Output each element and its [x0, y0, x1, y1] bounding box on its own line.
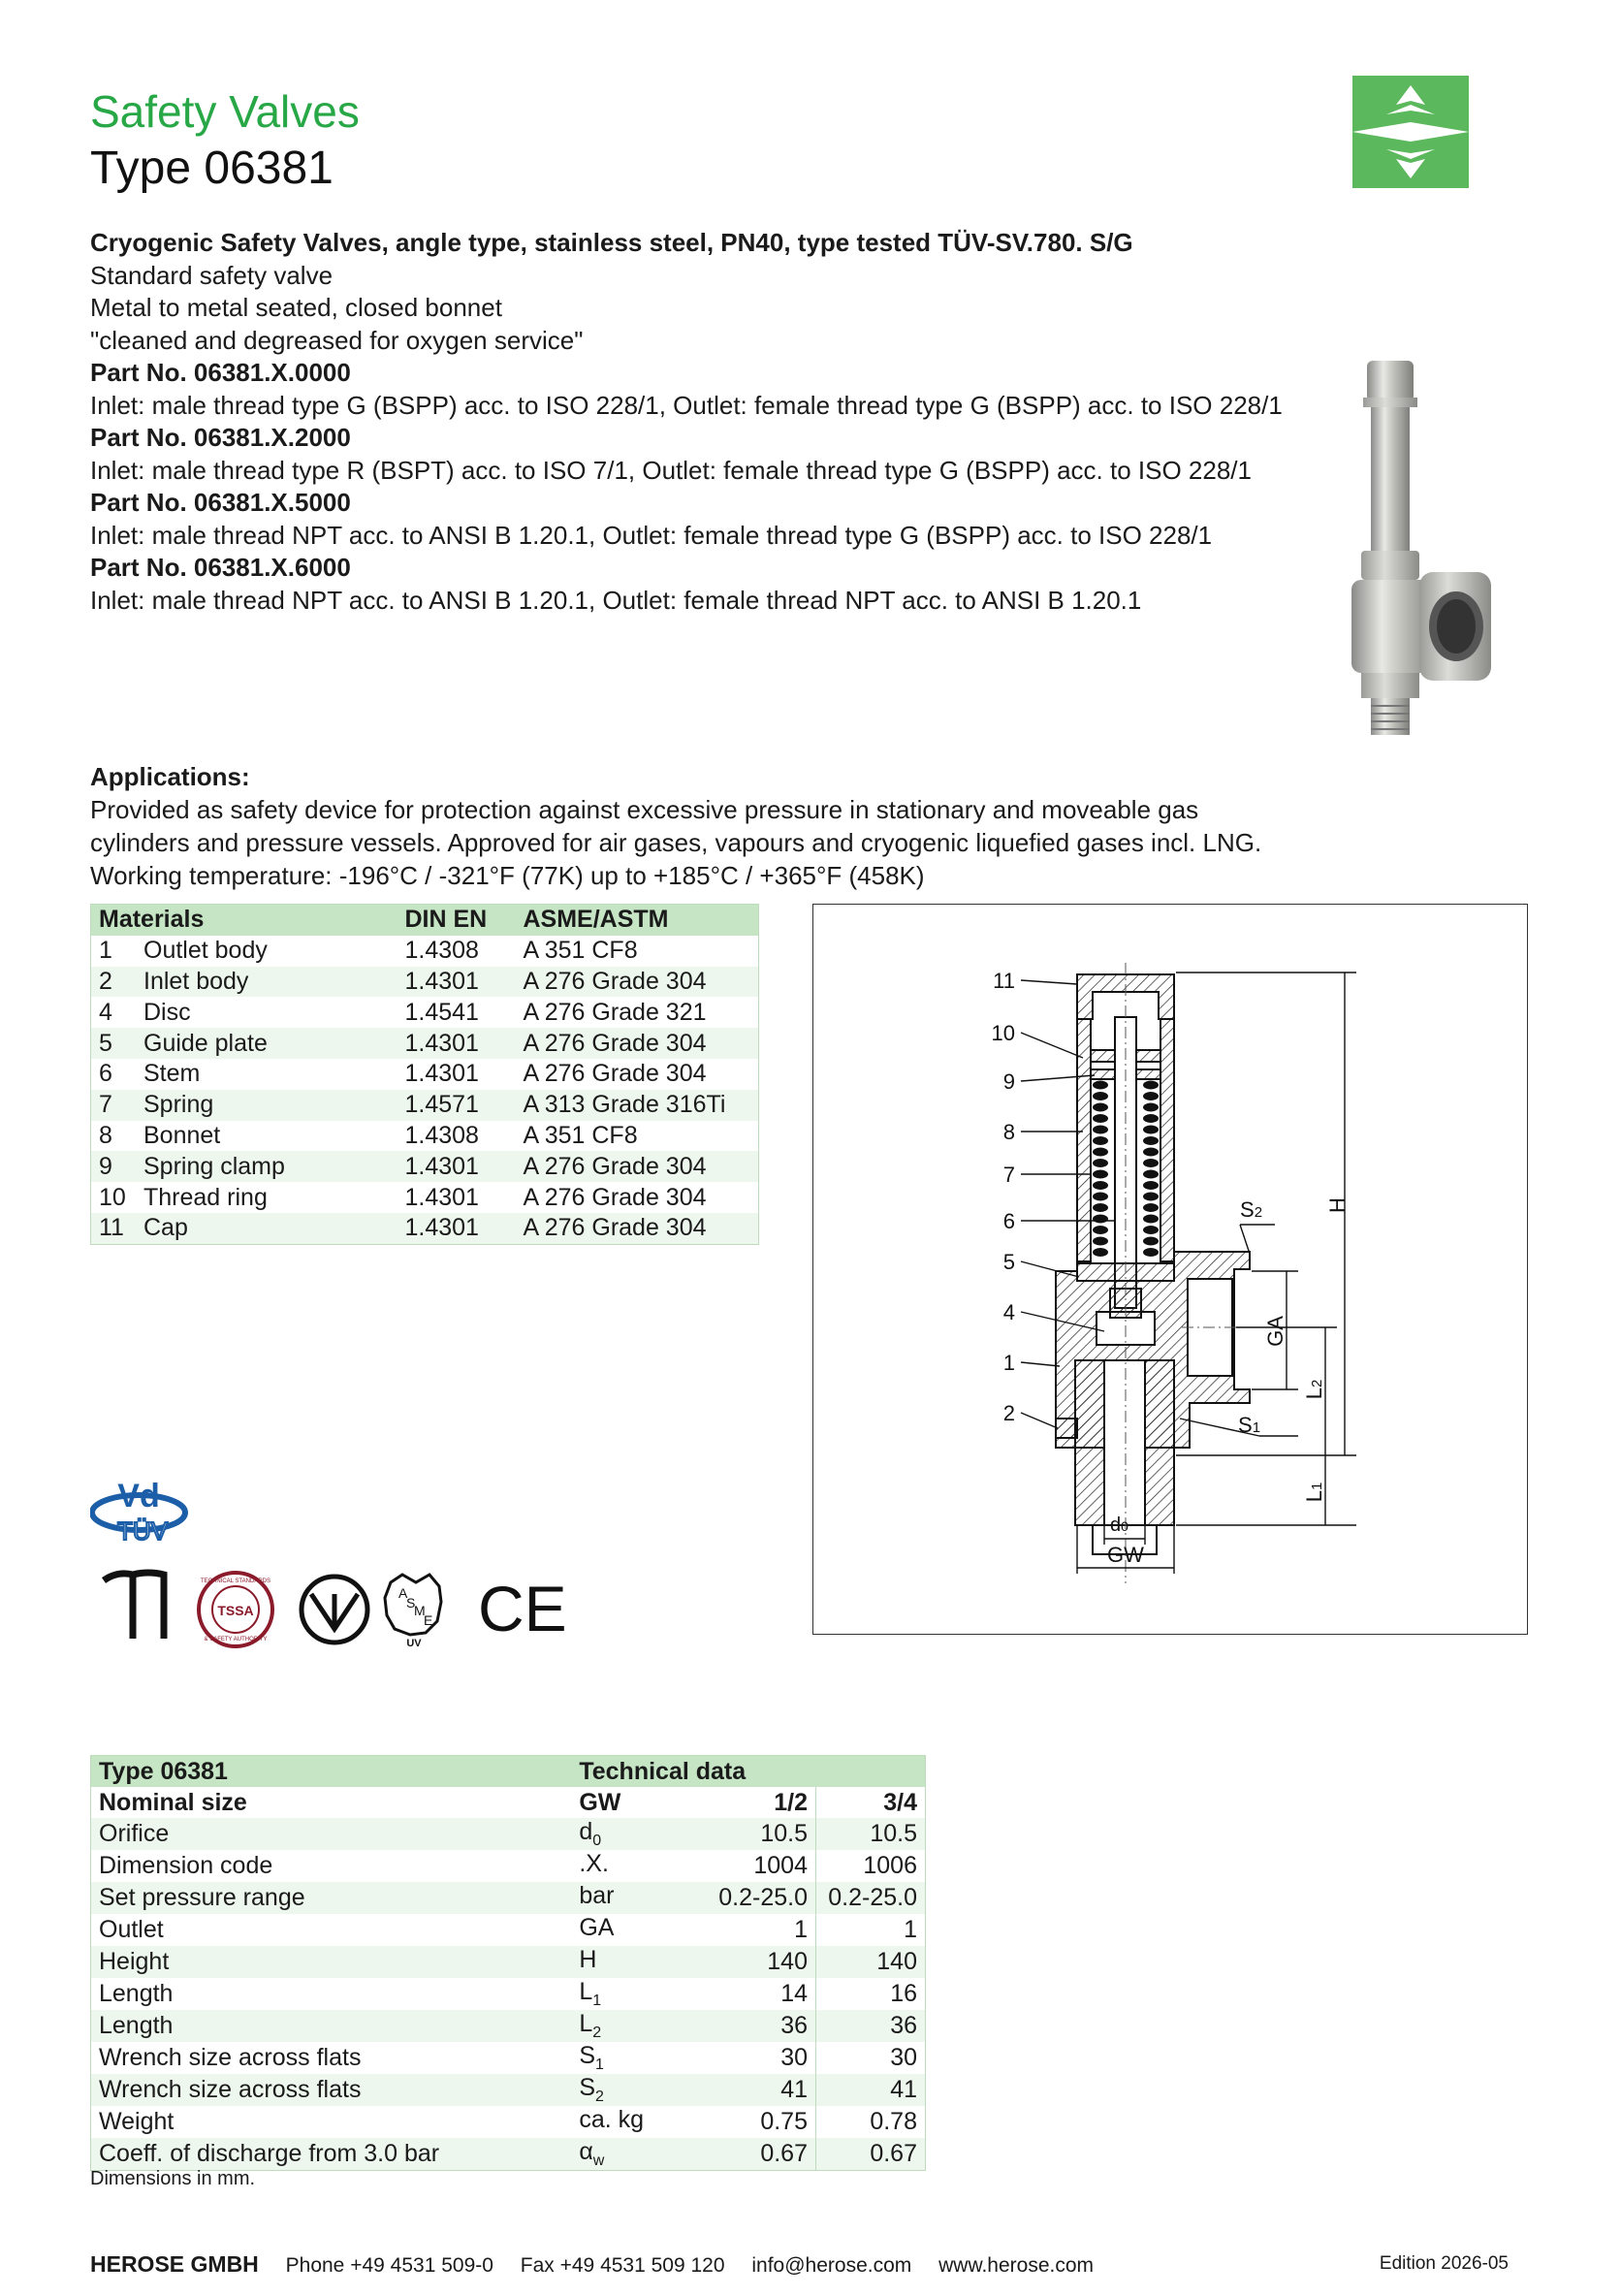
svg-text:E: E	[424, 1612, 433, 1628]
tech-label: Length	[91, 2010, 572, 2042]
material-asme-astm: A 276 Grade 304	[515, 1151, 758, 1182]
callout-7: 7	[1002, 1163, 1015, 1187]
material-item-number: 2	[91, 967, 137, 998]
footer-phone: Phone +49 4531 509-0	[285, 2254, 493, 2277]
tech-symbol: $S_1$	[579, 2042, 604, 2074]
table-header-row	[91, 1756, 926, 1788]
material-asme-astm: A 351 CF8	[523, 1121, 638, 1149]
spring-coil	[1093, 1248, 1108, 1257]
svg-text:& SAFETY AUTHORITY: & SAFETY AUTHORITY	[204, 1637, 268, 1642]
technical-data-header: Technical data	[571, 1756, 925, 1788]
spring-coil	[1143, 1193, 1159, 1201]
materials-table	[90, 904, 759, 1245]
tech-value-3-4: 0.2-25.0	[816, 1882, 926, 1914]
nominal-size-v1: 1/2	[774, 1788, 808, 1816]
tech-value-1-2: 0.67	[683, 2138, 815, 2171]
spring-coil	[1143, 1181, 1159, 1190]
material-asme-astm: A 313 Grade 316Ti	[515, 1090, 758, 1121]
tech-value-1-2: 14	[780, 1980, 808, 2008]
tech-value-3-4: 41	[816, 2074, 926, 2106]
certification-marks	[90, 1474, 594, 1648]
herose-logo-icon	[1352, 76, 1469, 188]
ce-mark-icon: CE	[478, 1573, 567, 1644]
material-item-number: 10	[99, 1183, 126, 1211]
svg-text:Vd: Vd	[117, 1478, 160, 1515]
applications-line: Provided as safety device for protection against excessive pressure in stationary and moveable gas	[90, 795, 1199, 824]
spring-coil	[1093, 1136, 1108, 1145]
material-din-en: 1.4571	[397, 1090, 515, 1121]
spring-coil	[1093, 1193, 1108, 1201]
spring-coil	[1143, 1203, 1159, 1212]
table-row	[91, 1213, 759, 1244]
spring-coil	[1093, 1237, 1108, 1246]
tech-value-3-4: 30	[816, 2042, 926, 2074]
footer	[90, 2251, 1515, 2278]
table-row	[91, 1882, 926, 1914]
material-part-name: Thread ring	[143, 1183, 268, 1211]
callout-10: 10	[991, 1021, 1015, 1045]
table-row	[91, 2074, 926, 2106]
table-row	[91, 2138, 926, 2171]
spring-coil	[1143, 1092, 1159, 1100]
table-header-row	[91, 905, 759, 936]
technical-data-table	[90, 1755, 926, 2171]
tech-value-3-4: 0.78	[816, 2106, 926, 2138]
table-row	[91, 2010, 926, 2042]
page-title: Safety Valves	[90, 86, 360, 137]
spring-coil	[1093, 1114, 1108, 1123]
material-part-name: Guide plate	[136, 1028, 397, 1059]
type-header: Type 06381	[91, 1756, 572, 1788]
material-asme-astm: A 276 Grade 304	[523, 1183, 707, 1211]
tech-value-1-2: 0.2-25.0	[683, 1882, 815, 1914]
callout-8: 8	[1002, 1120, 1015, 1144]
table-row	[91, 936, 759, 967]
material-part-name: Spring	[136, 1090, 397, 1121]
part-number: Part No. 06381.X.2000	[90, 423, 351, 452]
tech-label: Orifice	[91, 1818, 572, 1850]
material-asme-astm: A 276 Grade 304	[515, 1213, 758, 1244]
part-number: Part No. 06381.X.6000	[90, 553, 351, 582]
dim-s2: S2	[1240, 1197, 1263, 1222]
applications-heading: Applications:	[90, 762, 250, 791]
tech-label: Height	[91, 1946, 572, 1978]
table-row	[91, 1850, 926, 1882]
svg-text:UV: UV	[406, 1638, 422, 1648]
intro-heading: Cryogenic Safety Valves, angle type, stainless steel, PN40, type tested TÜV-SV.780. S/G	[90, 228, 1133, 257]
tech-value-1-2: 41	[683, 2074, 815, 2106]
material-item-number: 1	[99, 937, 112, 965]
spring-coil	[1093, 1148, 1108, 1157]
svg-text:A: A	[398, 1585, 408, 1601]
material-din-en: 1.4308	[404, 1121, 479, 1149]
table-row	[91, 2042, 926, 2074]
spring-coil	[1143, 1136, 1159, 1145]
table-row	[91, 997, 759, 1028]
material-asme-astm: A 351 CF8	[523, 937, 638, 965]
spring-coil	[1143, 1114, 1159, 1123]
pi-mark-icon	[104, 1573, 164, 1639]
tech-value-1-2: 0.75	[760, 2108, 808, 2136]
tech-value-3-4: 36	[816, 2010, 926, 2042]
callout-1: 1	[1002, 1351, 1015, 1375]
material-item-number: 7	[91, 1090, 137, 1121]
material-din-en: 1.4301	[397, 1028, 515, 1059]
tech-symbol: $\alpha_w$	[571, 2138, 683, 2171]
svg-text:TÜV: TÜV	[117, 1516, 168, 1546]
footer-company: HEROSE GMBH	[90, 2251, 259, 2277]
applications-section	[90, 760, 1351, 892]
part-number: Part No. 06381.X.5000	[90, 488, 351, 517]
tech-label: Wrench size across flats	[99, 2044, 362, 2072]
tech-symbol: $L_1$	[579, 1978, 602, 2010]
dim-gw: GW	[1107, 1543, 1144, 1567]
tech-label: Set pressure range	[91, 1882, 572, 1914]
footer-fax: Fax +49 4531 509 120	[520, 2254, 725, 2277]
spring-coil	[1143, 1081, 1159, 1090]
tech-symbol: $S_2$	[571, 2074, 683, 2106]
dim-l1: L1	[1302, 1482, 1326, 1503]
material-din-en: 1.4308	[404, 937, 479, 965]
tech-value-3-4: 1006	[816, 1850, 926, 1882]
callout-6: 6	[1002, 1209, 1015, 1233]
material-asme-astm: A 276 Grade 304	[523, 1060, 707, 1088]
material-part-name: Cap	[136, 1213, 397, 1244]
tech-symbol: $L_2$	[571, 2010, 683, 2042]
spring-coil	[1143, 1126, 1159, 1134]
spring-coil	[1143, 1159, 1159, 1167]
material-item-number: 8	[99, 1121, 112, 1149]
material-part-name: Bonnet	[143, 1121, 221, 1149]
table-row	[91, 1978, 926, 2010]
material-item-number: 4	[99, 998, 112, 1026]
tech-label: Weight	[99, 2108, 175, 2136]
tssa-icon	[199, 1573, 272, 1646]
applications-line: cylinders and pressure vessels. Approved for air gases, vapours and cryogenic liquefied gases incl. LNG.	[90, 828, 1262, 857]
table-row	[91, 1818, 926, 1850]
material-din-en: 1.4301	[397, 1151, 515, 1182]
material-item-number: 6	[99, 1060, 112, 1088]
material-asme-astm: A 276 Grade 304	[515, 967, 758, 998]
spring-coil	[1093, 1092, 1108, 1100]
callout-9: 9	[1002, 1069, 1015, 1094]
callout-2: 2	[1002, 1401, 1015, 1425]
tech-value-3-4: 16	[816, 1978, 926, 2010]
dimensions-note: Dimensions in mm.	[90, 2168, 256, 2189]
vdtuv-icon	[92, 1478, 185, 1546]
intro-line: "cleaned and degreased for oxygen service"	[90, 325, 584, 355]
tech-value-1-2: 1	[794, 1916, 808, 1944]
page-subtitle: Type 06381	[90, 143, 334, 194]
spring-coil	[1093, 1126, 1108, 1134]
intro-line: Standard safety valve	[90, 260, 334, 290]
spring-coil	[1093, 1226, 1108, 1234]
material-asme-astm: A 276 Grade 304	[515, 1028, 758, 1059]
tech-value-1-2: 140	[683, 1946, 815, 1978]
material-item-number: 11	[91, 1213, 137, 1244]
tech-symbol: H	[571, 1946, 683, 1978]
tech-value-1-2: 10.5	[683, 1818, 815, 1850]
tech-label: Dimension code	[99, 1852, 273, 1880]
spring-coil	[1093, 1203, 1108, 1212]
spring-coil	[1143, 1148, 1159, 1157]
footer-edition: Edition 2026-05	[1379, 2253, 1509, 2274]
spring-coil	[1093, 1170, 1108, 1179]
table-row	[91, 1182, 759, 1213]
tech-label: Outlet	[99, 1916, 164, 1944]
part-number: Part No. 06381.X.0000	[90, 358, 351, 387]
tech-value-1-2: 36	[683, 2010, 815, 2042]
applications-line: Working temperature: -196°C / -321°F (77K) up to +185°C / +365°F (458K)	[90, 861, 925, 890]
footer-email[interactable]: info@herose.com	[751, 2254, 912, 2277]
spring-coil	[1093, 1215, 1108, 1224]
table-row	[91, 1028, 759, 1059]
tech-value-3-4: 10.5	[816, 1818, 926, 1850]
material-din-en: 1.4301	[397, 967, 515, 998]
tech-symbol: .X.	[579, 1850, 609, 1878]
material-din-en: 1.4301	[404, 1060, 479, 1088]
table-row	[91, 967, 759, 998]
tech-value-1-2: 1004	[753, 1852, 808, 1880]
tech-label: Length	[99, 1980, 174, 2008]
tech-label: Coeff. of discharge from 3.0 bar	[91, 2138, 572, 2171]
table-row	[91, 1914, 926, 1946]
tech-symbol: $d_0$	[571, 1818, 683, 1850]
spring-coil	[1143, 1103, 1159, 1112]
svg-text:TSSA: TSSA	[217, 1603, 254, 1618]
nominal-size-v2: 3/4	[816, 1787, 926, 1818]
asme-astm-header: ASME/ASTM	[515, 905, 758, 936]
nominal-size-unit: GW	[579, 1788, 621, 1816]
material-part-name: Inlet body	[136, 967, 397, 998]
part-description: Inlet: male thread type R (BSPT) acc. to ISO 7/1, Outlet: female thread type G (BSPP) acc. to ISO 228/1	[90, 455, 1252, 485]
cross-section-drawing	[812, 904, 1528, 1635]
nominal-size-label: Nominal size	[99, 1788, 247, 1816]
part-description: Inlet: male thread NPT acc. to ANSI B 1.20.1, Outlet: female thread NPT acc. to ANSI B 1.20.1	[90, 585, 1142, 615]
part-description: Inlet: male thread NPT acc. to ANSI B 1.20.1, Outlet: female thread type G (BSPP) acc. to ISO 228/1	[90, 520, 1213, 550]
callout-4: 4	[1002, 1300, 1015, 1324]
tech-value-3-4: 1	[816, 1914, 926, 1946]
tech-label: Wrench size across flats	[91, 2074, 572, 2106]
asme-uv-icon	[385, 1575, 441, 1648]
spring-coil	[1143, 1237, 1159, 1246]
callout-5: 5	[1002, 1250, 1015, 1274]
spring-coil	[1093, 1159, 1108, 1167]
spring-coil	[1143, 1170, 1159, 1179]
table-row	[91, 1946, 926, 1978]
spring-coil	[1093, 1103, 1108, 1112]
material-din-en: 1.4301	[397, 1213, 515, 1244]
spring-coil	[1143, 1226, 1159, 1234]
dim-ga: GA	[1263, 1316, 1287, 1347]
tech-symbol: ca. kg	[579, 2106, 645, 2134]
table-row	[91, 1151, 759, 1182]
material-din-en: 1.4541	[404, 998, 479, 1026]
material-part-name: Disc	[143, 998, 191, 1026]
spring-coil	[1143, 1215, 1159, 1224]
material-item-number: 5	[91, 1028, 137, 1059]
material-item-number: 9	[91, 1151, 137, 1182]
intro-line: Metal to metal seated, closed bonnet	[90, 293, 502, 322]
material-din-en: 1.4301	[404, 1183, 479, 1211]
tech-value-1-2: 30	[780, 2044, 808, 2072]
svg-text:M: M	[414, 1603, 426, 1618]
dim-h: H	[1325, 1197, 1350, 1213]
table-row	[91, 1059, 759, 1090]
material-part-name: Stem	[143, 1060, 201, 1088]
dim-s1: S1	[1238, 1413, 1261, 1437]
table-row	[91, 1090, 759, 1121]
dim-l2: L2	[1302, 1379, 1326, 1400]
tech-value-3-4: 140	[816, 1946, 926, 1978]
valve-product-image	[1338, 361, 1512, 737]
ukr-cert-icon	[302, 1577, 367, 1642]
footer-website[interactable]: www.herose.com	[938, 2254, 1095, 2277]
spring-coil	[1093, 1081, 1108, 1090]
callout-11: 11	[993, 969, 1015, 993]
material-asme-astm: A 276 Grade 321	[523, 998, 707, 1026]
nominal-size-row	[91, 1787, 926, 1818]
spring-coil	[1093, 1181, 1108, 1190]
tech-symbol: GA	[579, 1914, 615, 1942]
material-part-name: Outlet body	[143, 937, 268, 965]
tech-value-3-4: 0.67	[816, 2138, 926, 2171]
dim-d0: d0	[1110, 1515, 1128, 1536]
intro-section	[90, 227, 1351, 617]
table-row	[91, 1121, 759, 1152]
svg-text:S: S	[406, 1595, 416, 1610]
tech-symbol: bar	[571, 1882, 683, 1914]
din-en-header: DIN EN	[397, 905, 515, 936]
part-description: Inlet: male thread type G (BSPP) acc. to ISO 228/1, Outlet: female thread type G (BSPP) acc. to ISO 228/1	[90, 390, 1283, 420]
materials-header: Materials	[91, 905, 397, 936]
svg-text:TECHNICAL STANDARDS: TECHNICAL STANDARDS	[200, 1578, 271, 1584]
spring-coil	[1143, 1248, 1159, 1257]
table-row	[91, 2106, 926, 2138]
material-part-name: Spring clamp	[136, 1151, 397, 1182]
